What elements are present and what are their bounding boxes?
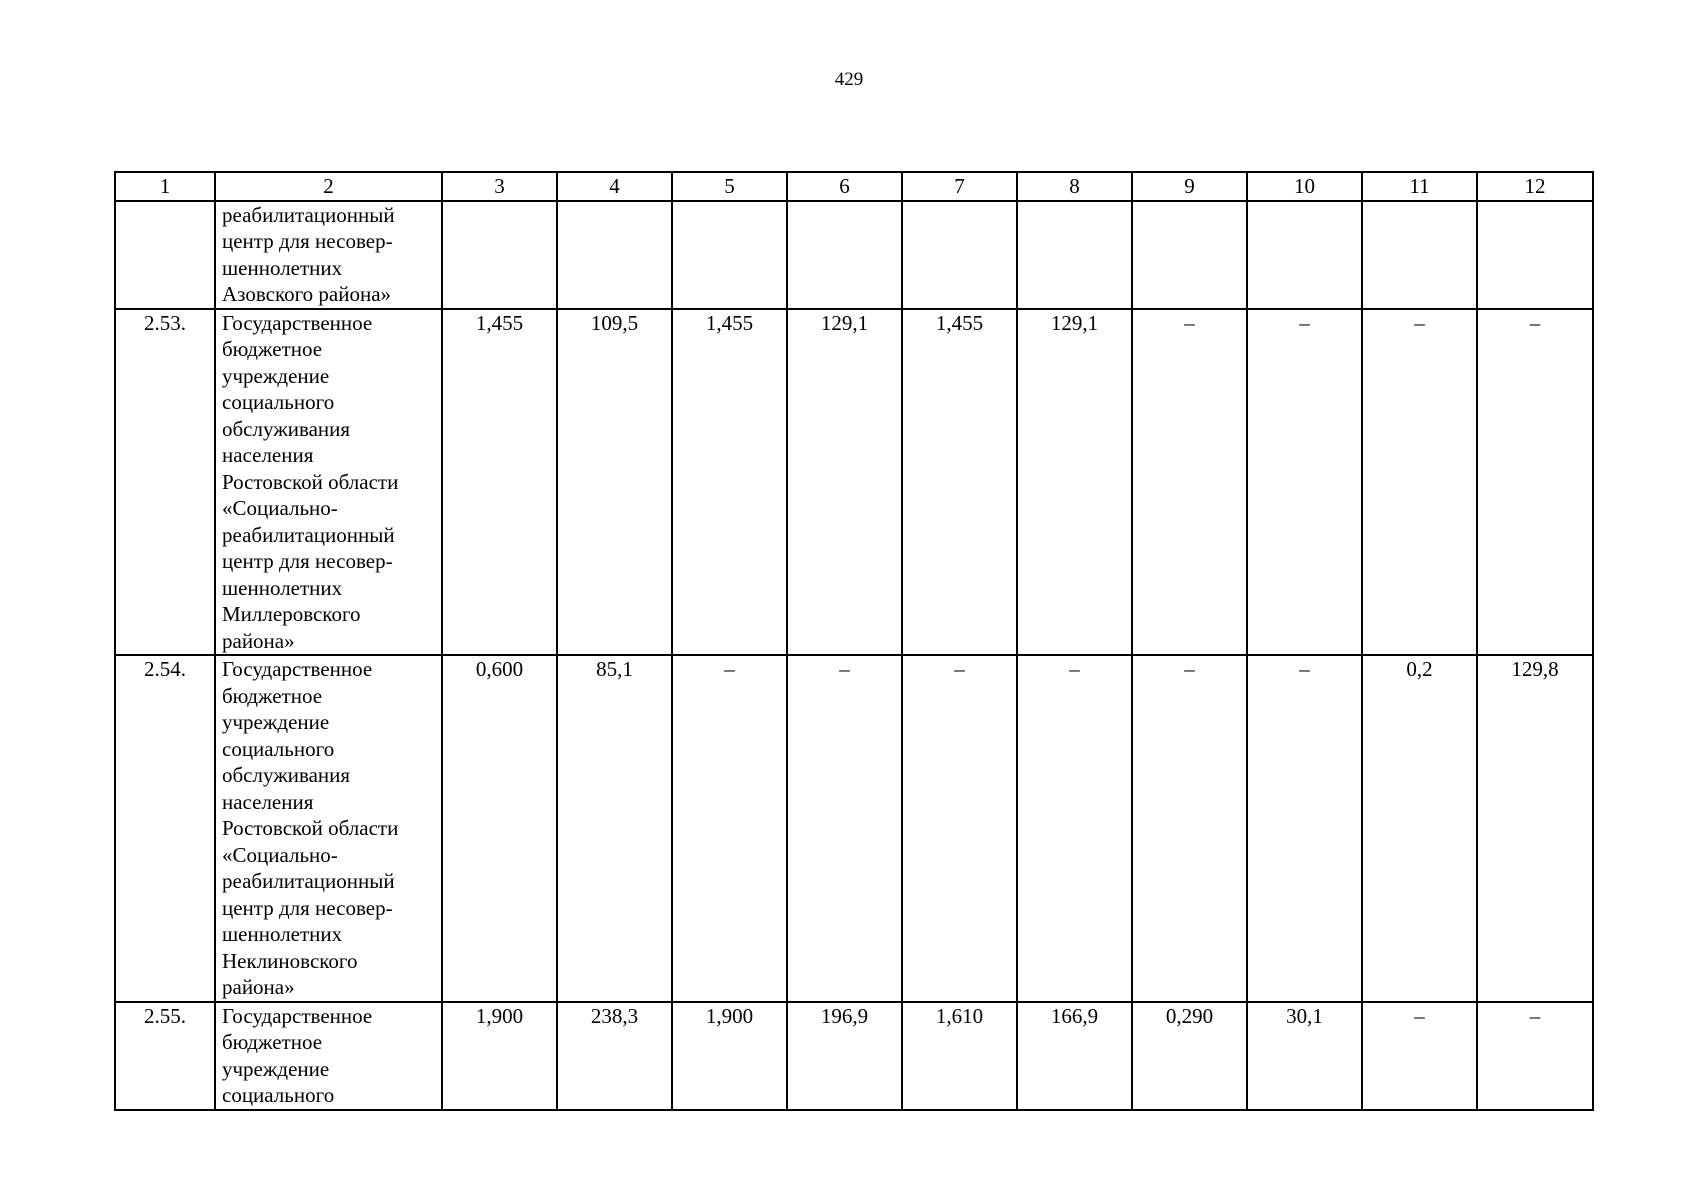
- value-cell: 238,3: [557, 1002, 672, 1110]
- page-number: 429: [834, 69, 864, 90]
- header-cell: 9: [1132, 172, 1247, 201]
- table-row: [115, 1002, 1593, 1110]
- value-cell: 129,1: [787, 309, 902, 656]
- value-cell: 1,455: [672, 309, 787, 656]
- name-line: шеннолетних: [222, 575, 343, 600]
- institution-name: [215, 1002, 442, 1110]
- name-line: бюджетное: [222, 1030, 323, 1054]
- value-cell: –: [1132, 309, 1247, 656]
- value-cell: 1,610: [902, 1002, 1017, 1110]
- value-cell: 166,9: [1017, 1002, 1132, 1110]
- value-cell: [902, 201, 1017, 309]
- value-cell: –: [1362, 1002, 1477, 1110]
- row-number: 2.55.: [115, 1002, 215, 1110]
- header-cell: 4: [557, 172, 672, 201]
- value-cell: 1,900: [672, 1002, 787, 1110]
- value-cell: –: [1017, 655, 1132, 1002]
- name-line: «Социально-: [222, 496, 338, 520]
- name-line: района»: [222, 975, 295, 999]
- header-cell: 6: [787, 172, 902, 201]
- name-line: шеннолетних: [222, 255, 343, 280]
- value-cell: –: [1247, 655, 1362, 1002]
- name-line: Ростовской области: [222, 469, 399, 494]
- header-cell: 10: [1247, 172, 1362, 201]
- name-line: учреждение: [222, 363, 330, 388]
- value-cell: –: [1477, 309, 1593, 656]
- name-line: населения: [222, 443, 314, 467]
- table-row: [115, 309, 1593, 656]
- value-cell: –: [1477, 1002, 1593, 1110]
- value-cell: –: [672, 655, 787, 1002]
- table-row: [115, 201, 1593, 309]
- name-line: реабилитационный: [222, 202, 395, 227]
- row-number: 2.54.: [115, 655, 215, 1002]
- value-cell: 0,600: [442, 655, 557, 1002]
- name-line: центр для несовер-: [222, 229, 393, 253]
- name-line: Неклиновского: [222, 948, 358, 973]
- name-line: социального: [222, 390, 335, 414]
- value-cell: –: [1362, 309, 1477, 656]
- name-line: обслуживания: [222, 763, 351, 787]
- table-row: [115, 655, 1593, 1002]
- value-cell: 30,1: [1247, 1002, 1362, 1110]
- value-cell: [1017, 201, 1132, 309]
- institution-name: [215, 201, 442, 309]
- header-row: [115, 172, 1593, 201]
- value-cell: [557, 201, 672, 309]
- name-line: бюджетное: [222, 683, 323, 708]
- value-cell: 0,290: [1132, 1002, 1247, 1110]
- name-line: населения: [222, 789, 314, 814]
- value-cell: [1362, 201, 1477, 309]
- data-table: [114, 171, 1594, 1111]
- header-cell: 12: [1477, 172, 1593, 201]
- name-line: социального: [222, 736, 335, 761]
- name-line: района»: [222, 628, 295, 653]
- value-cell: 1,455: [442, 309, 557, 656]
- name-line: учреждение: [222, 1056, 330, 1081]
- header-cell: 7: [902, 172, 1017, 201]
- header-cell: 3: [442, 172, 557, 201]
- name-line: социального: [222, 1083, 335, 1107]
- name-line: центр для несовер-: [222, 549, 393, 573]
- value-cell: 129,8: [1477, 655, 1593, 1002]
- name-line: центр для несовер-: [222, 895, 393, 920]
- name-line: бюджетное: [222, 337, 323, 361]
- name-line: обслуживания: [222, 416, 351, 441]
- row-number: 2.53.: [115, 309, 215, 656]
- value-cell: –: [902, 655, 1017, 1002]
- institution-name: [215, 655, 442, 1002]
- value-cell: 129,1: [1017, 309, 1132, 656]
- value-cell: 1,900: [442, 1002, 557, 1110]
- name-line: «Социально-: [222, 842, 338, 867]
- header-cell: 5: [672, 172, 787, 201]
- value-cell: [1132, 201, 1247, 309]
- value-cell: 1,455: [902, 309, 1017, 656]
- value-cell: –: [1247, 309, 1362, 656]
- name-line: Ростовской области: [222, 816, 399, 840]
- name-line: шеннолетних: [222, 922, 343, 946]
- value-cell: 196,9: [787, 1002, 902, 1110]
- value-cell: [1477, 201, 1593, 309]
- name-line: Азовского района»: [222, 282, 392, 306]
- header-cell: 8: [1017, 172, 1132, 201]
- row-number: [115, 201, 215, 309]
- header-cell: 1: [115, 172, 215, 201]
- name-line: учреждение: [222, 710, 330, 734]
- name-line: Миллеровского: [222, 602, 361, 626]
- name-line: Государственное: [222, 1003, 373, 1028]
- header-cell: 11: [1362, 172, 1477, 201]
- institution-name: [215, 309, 442, 656]
- value-cell: 109,5: [557, 309, 672, 656]
- value-cell: [787, 201, 902, 309]
- name-line: реабилитационный: [222, 869, 395, 893]
- name-line: реабилитационный: [222, 522, 395, 547]
- value-cell: [672, 201, 787, 309]
- value-cell: –: [787, 655, 902, 1002]
- value-cell: 85,1: [557, 655, 672, 1002]
- header-cell: 2: [215, 172, 442, 201]
- value-cell: [442, 201, 557, 309]
- name-line: Государственное: [222, 310, 373, 335]
- value-cell: 0,2: [1362, 655, 1477, 1002]
- value-cell: [1247, 201, 1362, 309]
- value-cell: –: [1132, 655, 1247, 1002]
- name-line: Государственное: [222, 657, 373, 681]
